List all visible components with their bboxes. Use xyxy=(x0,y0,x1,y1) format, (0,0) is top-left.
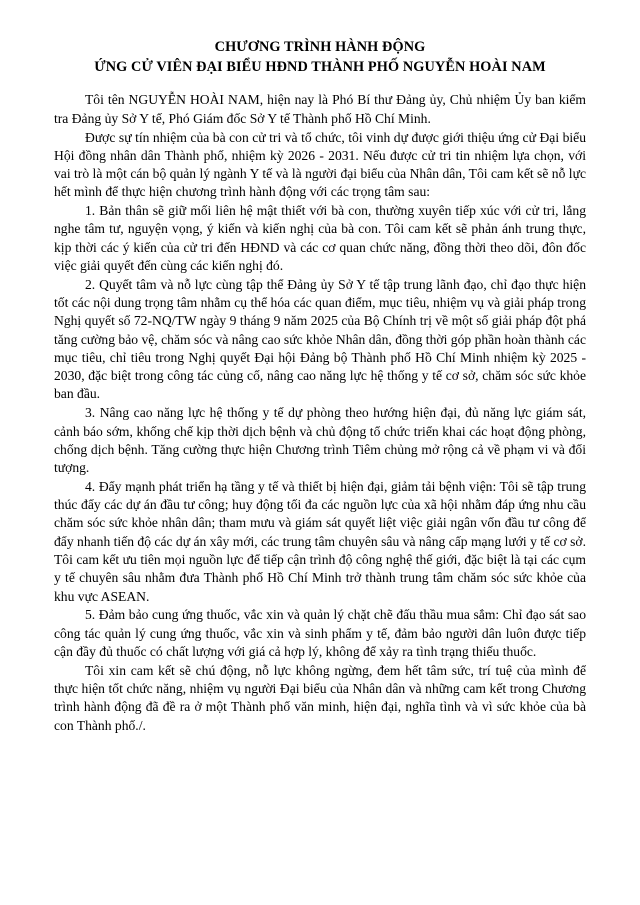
paragraph-item-1: 1. Bản thân sẽ giữ mối liên hệ mật thiết với bà con, thường xuyên tiếp xúc với cử tri, lắng nghe tâm tư, nguyện vọng, ý kiến và kiến nghị của bà con. Tôi cam kết sẽ phản ánh trung thực, kịp thời các ý kiến của cử tri đến HĐND và các cơ quan chức năng, đồng thời theo dõi, đôn đốc việc giải quyết đến cùng các kiến nghị đó. xyxy=(54,203,586,273)
document-title-block xyxy=(54,38,586,77)
page-title-line-1: CHƯƠNG TRÌNH HÀNH ĐỘNG xyxy=(214,39,426,55)
paragraph-item-4: 4. Đẩy mạnh phát triển hạ tầng y tế và thiết bị hiện đại, giảm tải bệnh viện: Tôi sẽ tập trung thúc đẩy các dự án đầu tư công; huy động tối đa các nguồn lực của xã hội nhằm đáp ứng nhu cầu chăm sóc sức khỏe nhân dân; tham mưu và giám sát quyết liệt việc giải ngân vốn đầu tư công để đẩy nhanh tiến độ các dự án xây mới, các trung tâm chuyên sâu và nâng cấp mạng lưới y tế cơ sở. Tôi cam kết ưu tiên mọi nguồn lực để tiếp cận trình độ công nghệ thế giới, đặc biệt là tại các cụm y tế chuyên sâu nhằm đưa Thành phố Hồ Chí Minh trở thành trung tâm chăm sóc sức khỏe của khu vực ASEAN. xyxy=(54,478,586,604)
paragraph-item-3: 3. Nâng cao năng lực hệ thống y tế dự phòng theo hướng hiện đại, đủ năng lực giám sát, cảnh báo sớm, khống chế kịp thời dịch bệnh và chủ động tổ chức triển khai các hoạt động phòng, chống dịch bệnh. Tăng cường thực hiện Chương trình Tiêm chủng mở rộng cả về phạm vi và đối tượng. xyxy=(54,405,586,476)
page-title-line-2: ỨNG CỬ VIÊN ĐẠI BIỂU HĐND THÀNH PHỐ NGUYỄN HOÀI NAM xyxy=(94,58,546,75)
paragraph-item-2: 2. Quyết tâm và nỗ lực cùng tập thể Đảng ủy Sở Y tế tập trung lãnh đạo, chỉ đạo thực hiện tốt các nội dung trọng tâm nhằm cụ thể hóa các quan điểm, mục tiêu, nhiệm vụ và giải pháp trong Nghị quyết số 72-NQ/TW ngày 9 tháng 9 năm 2025 của Bộ Chính trị về một số giải pháp đột phá tăng cường bảo vệ, chăm sóc và nâng cao sức khỏe Nhân dân, đồng thời góp phần hoàn thành các mục tiêu, chỉ tiêu trong Nghị quyết Đại hội Đảng bộ Thành phố Hồ Chí Minh nhiệm kỳ 2025 - 2030, đặc biệt trong công tác củng cố, nâng cao năng lực hệ thống y tế cơ sở, chăm sóc sức khỏe ban đầu. xyxy=(54,276,586,402)
paragraph-intro: Tôi tên NGUYỄN HOÀI NAM, hiện nay là Phó Bí thư Đảng ủy, Chủ nhiệm Ủy ban kiểm tra Đảng ủy Sở Y tế, Phó Giám đốc Sở Y tế Thành phố Hồ Chí Minh. xyxy=(54,92,586,126)
paragraph-item-5: 5. Đảm bảo cung ứng thuốc, vắc xin và quản lý chặt chẽ đấu thầu mua sắm: Chỉ đạo sát sao công tác quản lý cung ứng thuốc, vắc xin và sinh phẩm y tế, đảm bảo người dân luôn được tiếp cận đầy đủ thuốc có chất lượng với giá cả hợp lý, không để xảy ra tình trạng thiếu thuốc. xyxy=(54,607,586,659)
paragraph-closing: Tôi xin cam kết sẽ chú động, nỗ lực không ngừng, đem hết tâm sức, trí tuệ của mình để thực hiện tốt chức năng, nhiệm vụ người Đại biểu của Nhân dân và những cam kết trong Chương trình hành động đã đề ra ở một Thành phố văn minh, hiện đại, nghĩa tình và vì sức khỏe của bà con Thành phố./. xyxy=(54,662,586,733)
paragraph-nomination: Được sự tín nhiệm của bà con cử tri và tổ chức, tôi vinh dự được giới thiệu ứng cử Đại biểu Hội đồng nhân dân Thành phố, nhiệm kỳ 2026 - 2031. Nếu được cử tri tin nhiệm lựa chọn, với vai trò là một cán bộ quản lý ngành Y tế và là người đại biểu của Nhân dân, Tôi cam kết sẽ nỗ lực hết mình để thực hiện chương trình hành động với các trọng tâm sau: xyxy=(54,129,586,200)
document-body xyxy=(54,91,586,734)
